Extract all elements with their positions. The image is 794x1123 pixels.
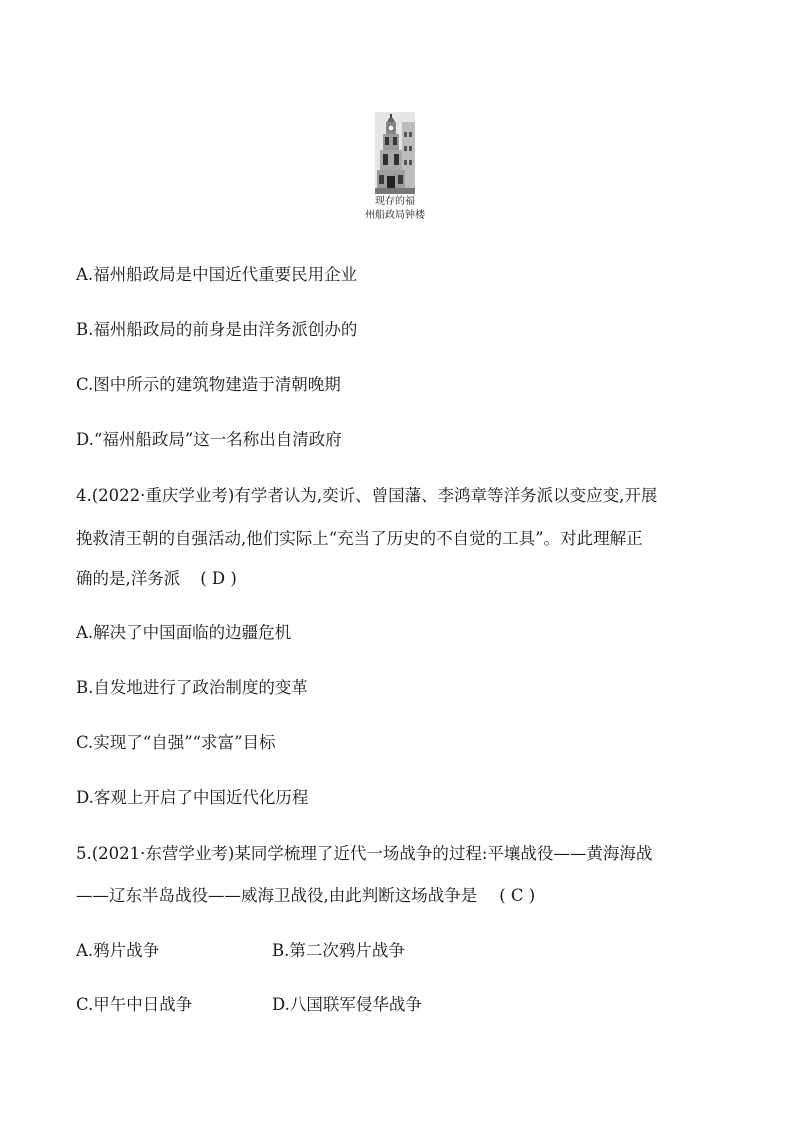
q4-stem-line-2: 挽救清王朝的自强活动,他们实际上“充当了历史的不自觉的工具”。对此理解正	[76, 529, 643, 548]
q4-stem-line-3	[76, 568, 237, 590]
q5-stem-line-2	[76, 885, 535, 907]
q5-stem-line-1: 5.(2021·东营学业考)某同学梳理了近代一场战争的过程:平壤战役——黄海海战	[76, 844, 653, 863]
q5-option-d: D.八国联军侵华战争	[272, 995, 422, 1014]
q4-option-b: B.自发地进行了政治制度的变革	[76, 678, 308, 697]
q4-stem-line-1: 4.(2022·重庆学业考)有学者认为,奕䜣、曾国藩、李鸿章等洋务派以变应变,开展	[76, 486, 658, 505]
q3-option-a: A.福州船政局是中国近代重要民用企业	[76, 265, 358, 284]
figure-caption-line-2: 州船政局钟楼	[365, 210, 425, 221]
q4-stem-text: 确的是,洋务派	[76, 569, 181, 588]
q5-stem-text: ——辽东半岛战役——威海卫战役,由此判断这场战争是	[76, 886, 478, 905]
figure-caption-line-1: 现存的福	[375, 196, 415, 207]
clock-tower-figure	[358, 112, 432, 222]
q3-option-b: B.福州船政局的前身是由洋务派创办的	[76, 320, 358, 339]
q4-option-a: A.解决了中国面临的边疆危机	[76, 623, 292, 642]
q3-option-c: C.图中所示的建筑物建造于清朝晚期	[76, 375, 341, 394]
q5-answer: ( C )	[499, 886, 536, 905]
q4-option-c: C.实现了“自强”“求富”目标	[76, 733, 276, 752]
q5-option-b: B.第二次鸦片战争	[272, 941, 405, 960]
q4-option-d: D.客观上开启了中国近代化历程	[76, 788, 309, 807]
q5-option-c: C.甲午中日战争	[76, 995, 193, 1014]
clock-tower-photo	[375, 112, 415, 194]
q3-option-d: D.“福州船政局”这一名称出自清政府	[76, 430, 342, 449]
q4-answer: ( D )	[200, 569, 237, 588]
q5-option-a: A.鸦片战争	[76, 941, 160, 960]
